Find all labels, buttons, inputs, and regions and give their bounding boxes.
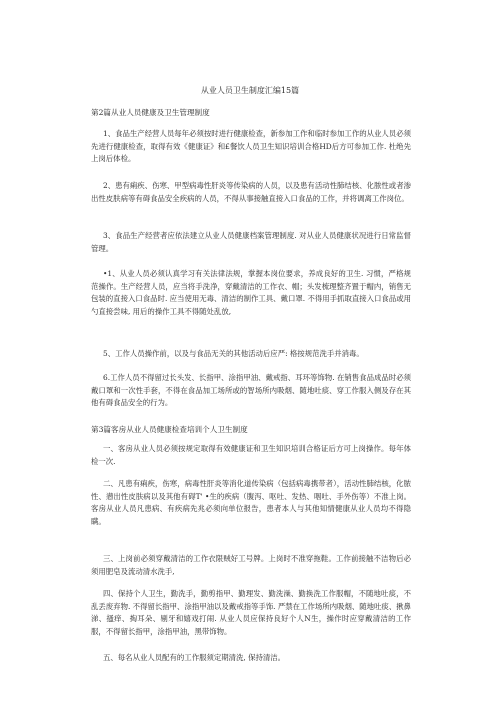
paragraph: 五、每名从业人员配有的工作服须定期清洗, 保持清洁。 [103,653,286,662]
section-heading-3: 第3篇客房从业人员健康检查培训个人卫生制度 [91,425,248,434]
paragraph: 6.工作人员不得留过长头发、长指甲、涂指甲油、戴戒指、耳环等饰物. 在销售食品成品时必须戴口罩和一次性手套，不得在食品加工场所或的智场所内吸烟、随地吐痰、穿工作服入侧及存在其他有碍食品安全的行为。 [91,373,411,408]
paragraph: 三、上岗前必须穿戴清洁的工作衣限贼好工号牌。上岗时不准穿拖鞋。工作前接触不洁物后必须用肥皂及流动清水洗手, [91,554,411,576]
section-heading-2: 第2篇从业人员健康及卫生管理制度 [91,108,210,117]
paragraph: 四、保持个人卫生，勤洗手，勤剪指甲、勤理发、勤洗澡、勤换洗工作服帽，不随地吐痰，不乱丢废弃物. 不得留长指甲、涂指甲油以及戴戒指等手饰. 严禁在工作场所内吸烟、随地吐痰、揪鼻涕、搔痒、掏耳朵、剔牙和嬉戏打闹. 从业人员应保持良好个人N生，操作时应穿戴清洁的工作服，不得留长指甲，涂指甲油，黑带饰物。 [91,589,411,636]
paragraph: 一、客房从业人员必须按规定取得有效健康证和卫生知识培训合格证后方可上岗操作。每年体检一次. [91,444,411,466]
paragraph: 2、患有痢疾、伤寒、甲型病毒性肝炎等传染病的人员，以及患有活动性肺结核、化脓性或者渗出性皮肤病等有碍食品安全疾病的人员，不得从事接触直接入口食品的工作，并将调离工作岗位。 [91,181,411,203]
document-title: 从业人员卫生制度汇编15篇 [200,86,300,95]
paragraph: 二、凡患有痢疾，伤寒，病毒性肝炎等消化道传染病（包括病毒携带者），活动性肺结核，化脓性、懑出性皮肤病以及其他有碍T' •生的疾病（腹泻、呕吐、发热、咽吐、手外伤等）不准上岗。客房从业人员凡患病、有疾病先兆必须向单位报告，患者本人与其他知情健康从业人员均不得隐瞒。 [91,479,411,526]
paragraph: 1、食品生产经营人员每年必须按时进行健康检查，新参加工作和临时参加工作的从业人员必须先进行健康检查，取得有效《健康证》和£餐饮人员卫生知识培训合格HD后方可参加工作. 杜绝先上岗后体检。 [91,129,411,164]
paragraph: 3、食品生产经营者应依法建立从业人员健康档案管理制度. 对从业人员健康状况进行日常监督管理。 [91,231,411,253]
paragraph: 5、工作人员操作前，以及与食品无关的其他活动后应严: 格按规范洗手并消毒。 [103,349,364,358]
paragraph: •1、从业人员必须认真学习有关法律法规，掌握本岗位要求，养成良好的卫生. 习惯，严格规范操作。生产经营人员，应当将手洗净，穿戴清洁的工作衣、帽；头发梳理整齐置于帽内，销售无包装的直接入口食品时. 应当使用无毒、清洁的制作工具、戴口罩. 不得用手抓取直接入口食品或用勺直接尝味, 用后的操作工具不得随处乱放, [91,269,411,316]
